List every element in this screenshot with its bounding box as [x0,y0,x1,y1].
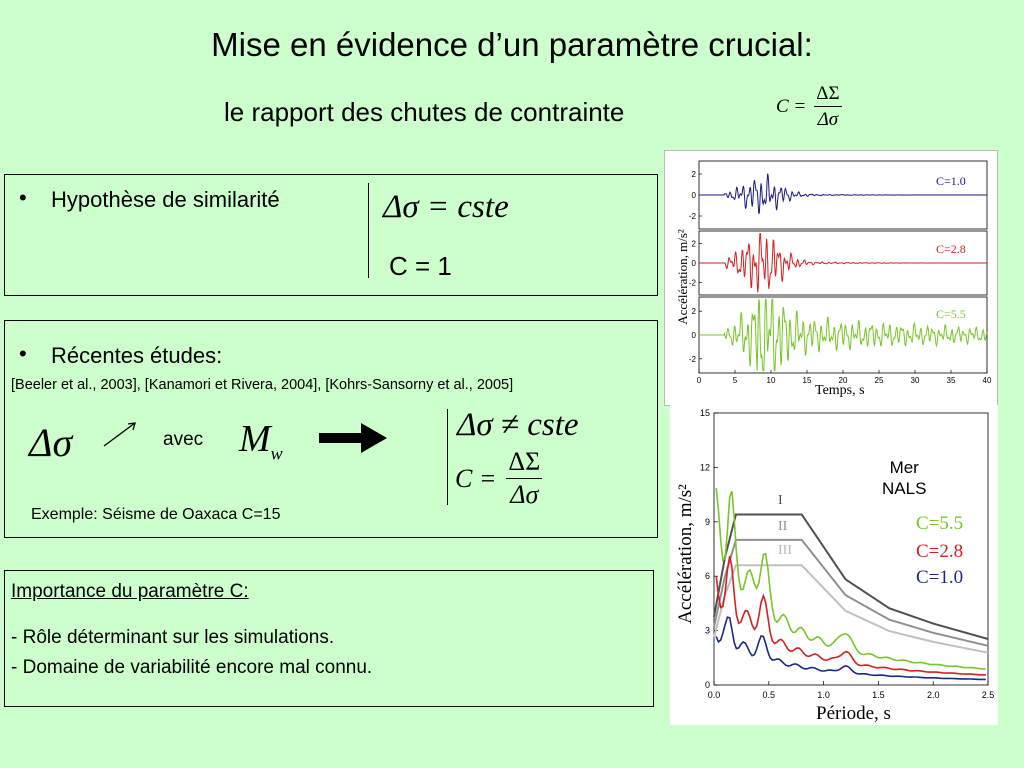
legend-c28: C=2.8 [916,541,964,562]
c-formula-fraction [504,449,544,508]
title-formula-lhs: C = [776,95,807,117]
importance-heading: Importance du paramètre C: [11,581,249,602]
c-formula [455,449,544,508]
c-formula-num: ΔΣ [508,447,541,476]
implies-arrow-icon [317,421,389,455]
x-tick-label: 5 [732,376,738,385]
spectra-svg [670,405,998,725]
page-subtitle: le rapport des chutes de contrainte [224,97,625,127]
y-tick-label: 2 [691,170,696,179]
y-tick-label: 3 [704,625,710,636]
title-formula [776,84,844,129]
y-tick-label: 2 [691,239,696,249]
increase-arrow-icon [101,419,141,449]
recent-studies-heading: Récentes études: [51,343,223,368]
x-tick-label: 30 [910,376,920,385]
similarity-formula: Δσ = cste [383,189,509,225]
avec-label: avec [163,429,204,450]
x-tick-label: 40 [982,376,992,385]
y-tick-label: -2 [688,278,696,288]
curve-label-i: I [778,493,783,508]
c-formula-lhs: C = [455,463,497,493]
y-tick-label: -2 [688,212,696,221]
mw-symbol [239,417,283,465]
variable-formula: Δσ ≠ cste [457,407,579,443]
bullet-icon: • [19,185,27,210]
accelerogram-figure [664,150,998,406]
y-tick-label: 6 [704,571,710,582]
x-tick-label: 0 [696,376,702,385]
spectra-xlabel: Période, s [816,703,891,724]
importance-line-1: - Rôle déterminant sur les simulations. [11,627,335,648]
spectra-ylabel: Accélération, m/s² [675,484,696,624]
references: [Beeler et al., 2003], [Kanamori et Rivera, 2004], [Kohrs-Sansorny et al., 2005] [11,377,514,393]
similarity-result: C = 1 [389,251,452,281]
y-tick-label: -2 [688,354,696,364]
brace-divider [368,183,369,278]
y-tick-label: 0 [691,331,696,340]
accelerogram-svg [665,151,997,405]
x-tick-label: 10 [766,376,776,385]
mw-sub: w [270,443,283,464]
y-tick-label: 12 [699,462,710,473]
example-text: Exemple: Séisme de Oaxaca C=15 [31,506,281,523]
x-tick-label: 0.5 [762,690,776,700]
legend-c10: C=1.0 [916,567,964,588]
y-tick-label: 0 [704,680,710,690]
importance-line-2: - Domaine de variabilité encore mal connu. [11,657,373,678]
accelerogram-ylabel: Accélération, m/s² [675,229,690,325]
panel-label-c3: C=5.5 [936,307,966,321]
panel-label-c1: C=1.0 [936,174,966,188]
brace-divider [447,409,448,505]
y-tick-label: 0 [691,191,696,200]
c-formula-den: Δσ [506,478,542,508]
curve-label-iii: III [778,543,792,558]
legend-c55: C=5.5 [916,513,964,534]
title-formula-fraction [812,84,843,129]
similarity-box [4,174,658,296]
x-tick-label: 0.0 [707,690,721,700]
title-formula-den: Δσ [814,106,843,129]
x-tick-label: 2.0 [926,690,940,700]
y-tick-label: 15 [699,408,710,418]
site-label-line1: Mer [889,458,919,477]
y-tick-label: 2 [691,307,696,317]
panel-label-c2: C=2.8 [936,242,966,256]
x-tick-label: 1.5 [872,690,885,700]
site-label-line2: NALS [882,479,927,499]
spectra-figure [670,405,998,725]
y-tick-label: 9 [704,516,710,527]
x-tick-label: 2.5 [981,690,995,700]
recent-studies-box [4,320,658,538]
curve-label-ii: II [778,519,788,534]
delta-sigma: Δσ [29,420,73,465]
x-tick-label: 1.0 [817,690,830,700]
bullet-icon: • [19,341,27,366]
mw-main: M [239,418,271,460]
site-label [882,457,926,500]
x-tick-label: 35 [946,376,956,385]
y-tick-label: 0 [691,259,696,268]
page-title: Mise en évidence d’un paramètre crucial: [211,26,813,63]
importance-box [4,570,654,707]
x-tick-label: 25 [874,376,884,385]
accelerogram-xlabel: Temps, s [815,383,865,398]
x-tick-label: 20 [838,376,848,385]
similarity-text: Hypothèse de similarité [51,187,280,212]
x-tick-label: 15 [802,376,812,385]
title-formula-num: ΔΣ [816,83,840,104]
